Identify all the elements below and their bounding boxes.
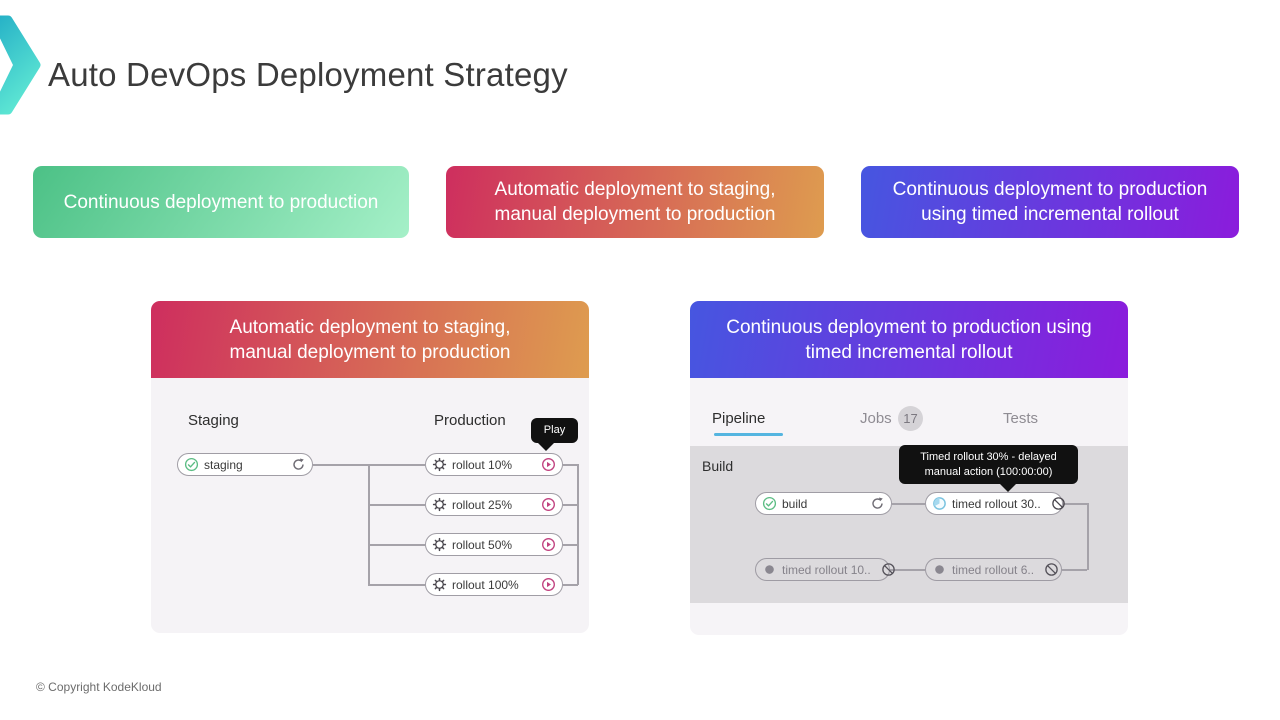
timer-icon <box>932 496 947 511</box>
job-label: build <box>782 496 808 511</box>
status-created-icon <box>932 562 947 577</box>
job-label: rollout 50% <box>452 537 513 552</box>
connector-line <box>313 464 368 466</box>
job-label: timed rollout 6.. <box>952 562 1035 577</box>
job-timed-rollout-30[interactable] <box>925 492 1063 515</box>
cancel-icon[interactable] <box>1044 562 1059 577</box>
banner-text: Continuous deployment to production <box>63 191 379 213</box>
connector-line <box>1063 503 1087 505</box>
job-label: rollout 25% <box>452 497 513 512</box>
banner-text-line2: using timed incremental rollout <box>921 204 1179 225</box>
play-icon[interactable] <box>541 577 556 592</box>
connector-line <box>1062 569 1087 571</box>
status-created-icon <box>762 562 777 577</box>
connector-line <box>563 464 578 466</box>
left-panel-header-line1: Automatic deployment to staging, <box>229 316 511 338</box>
play-icon[interactable] <box>541 497 556 512</box>
tab-tests[interactable]: Tests <box>1003 410 1039 427</box>
banner-text-line2: manual deployment to production <box>494 204 776 225</box>
tooltip-line1: Timed rollout 30% - delayed <box>920 450 1057 463</box>
tooltip-pointer <box>999 483 1017 492</box>
connector-line <box>563 584 578 586</box>
job-rollout-100[interactable] <box>425 573 563 596</box>
right-panel-header <box>690 301 1128 378</box>
stage-column-staging: Staging <box>188 412 239 429</box>
banner-continuous-deployment <box>33 166 409 238</box>
job-staging[interactable] <box>177 453 313 476</box>
gear-icon <box>432 457 447 472</box>
timed-rollout-tooltip <box>899 445 1078 484</box>
banner-timed-rollout <box>861 166 1239 238</box>
left-pipeline-panel <box>151 378 589 633</box>
banner-text-line1: Automatic deployment to staging, <box>494 179 776 200</box>
play-icon[interactable] <box>541 537 556 552</box>
job-build[interactable] <box>755 492 892 515</box>
connector-line <box>563 544 578 546</box>
tooltip-line2: manual action (100:00:00) <box>924 465 1053 478</box>
tab-jobs[interactable]: Jobs <box>860 410 892 427</box>
retry-icon[interactable] <box>291 457 306 472</box>
connector-line <box>368 464 370 585</box>
banner-automatic-staging <box>446 166 824 238</box>
copyright-text: © Copyright KodeKloud <box>36 680 162 694</box>
job-rollout-50[interactable] <box>425 533 563 556</box>
left-panel-header-line2: manual deployment to production <box>229 341 511 363</box>
connector-line <box>368 464 425 466</box>
cancel-icon[interactable] <box>881 562 896 577</box>
retry-icon[interactable] <box>870 496 885 511</box>
play-tooltip-text: Play <box>543 424 566 436</box>
connector-line <box>368 544 425 546</box>
right-panel-header-line1: Continuous deployment to production using <box>726 316 1092 338</box>
job-label: rollout 100% <box>452 577 519 592</box>
right-pipeline-panel <box>690 378 1128 635</box>
gear-icon <box>432 577 447 592</box>
stage-column-production: Production <box>434 412 506 429</box>
active-tab-underline <box>714 433 783 436</box>
play-tooltip <box>531 418 578 443</box>
connector-line <box>1087 503 1089 570</box>
tab-pipeline[interactable]: Pipeline <box>712 410 766 427</box>
connector-line <box>892 503 925 505</box>
gear-icon <box>432 537 447 552</box>
job-label: staging <box>204 457 243 472</box>
jobs-count-badge: 17 <box>898 406 923 431</box>
tooltip-pointer <box>537 442 555 451</box>
status-success-icon <box>184 457 199 472</box>
right-panel-header-line2: timed incremental rollout <box>805 341 1013 363</box>
left-panel-header <box>151 301 589 378</box>
job-label: timed rollout 30.. <box>952 496 1041 511</box>
job-timed-rollout-6[interactable] <box>925 558 1062 581</box>
job-timed-rollout-10[interactable] <box>755 558 890 581</box>
gear-icon <box>432 497 447 512</box>
play-icon[interactable] <box>541 457 556 472</box>
page-title: Auto DevOps Deployment Strategy <box>48 56 568 93</box>
job-label: timed rollout 10.. <box>782 562 871 577</box>
connector-line <box>577 464 579 585</box>
banner-text-line1: Continuous deployment to production <box>892 179 1208 200</box>
job-label: rollout 10% <box>452 457 513 472</box>
connector-line <box>368 584 425 586</box>
connector-line <box>368 504 425 506</box>
cancel-icon[interactable] <box>1051 496 1066 511</box>
job-rollout-25[interactable] <box>425 493 563 516</box>
job-rollout-10[interactable] <box>425 453 563 476</box>
stage-label-build: Build <box>702 458 734 474</box>
status-success-icon <box>762 496 777 511</box>
connector-line <box>563 504 578 506</box>
kodekloud-logo-icon <box>0 10 50 120</box>
